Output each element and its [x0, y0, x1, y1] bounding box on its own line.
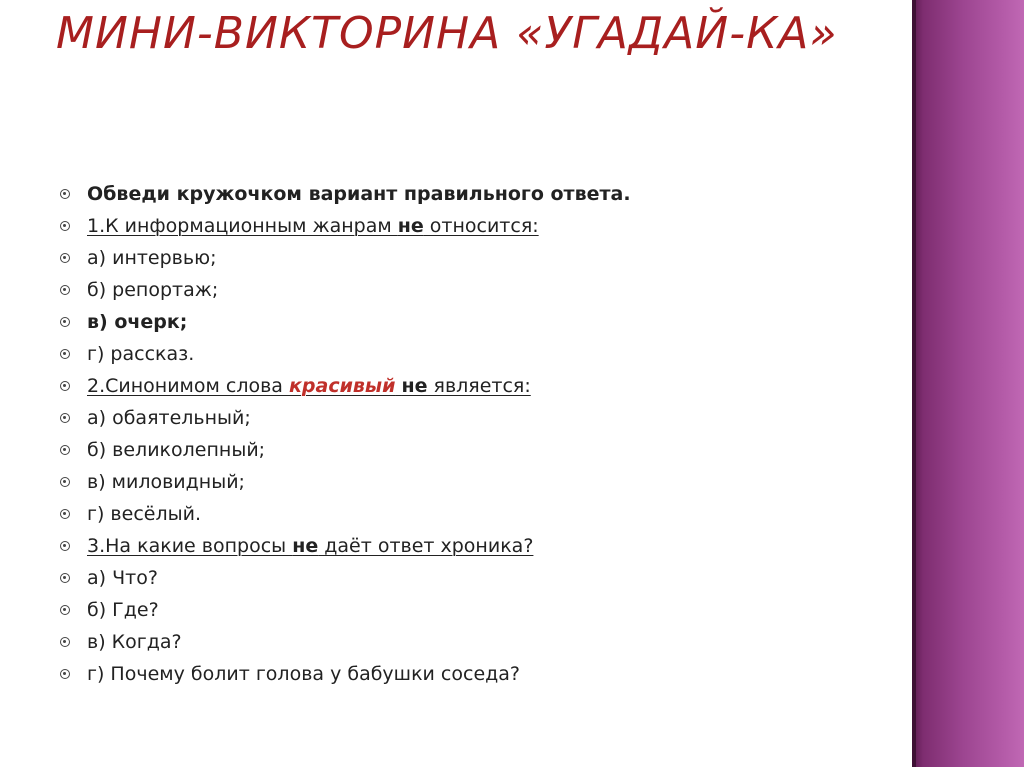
option-text: г) Почему болит голова у бабушки соседа?	[87, 663, 521, 685]
question-2-option-c	[58, 466, 898, 498]
option-text: г) весёлый.	[87, 503, 201, 525]
circle-bullet-icon	[60, 637, 70, 647]
question-3-prefix: 3.На какие вопросы	[87, 535, 293, 557]
circle-bullet-icon	[60, 509, 70, 519]
question-1-prefix: 1.К информационным жанрам	[87, 215, 398, 237]
circle-bullet-icon	[60, 317, 70, 327]
question-1	[58, 210, 898, 242]
question-2-option-d	[58, 498, 898, 530]
circle-bullet-icon	[60, 605, 70, 615]
question-3-option-b	[58, 594, 898, 626]
question-1-option-b	[58, 274, 898, 306]
side-band-edge	[912, 0, 916, 767]
question-2-suffix: является:	[427, 375, 531, 397]
circle-bullet-icon	[60, 349, 70, 359]
option-text: а) интервью;	[87, 247, 217, 269]
question-3-option-d	[58, 658, 898, 690]
question-2-option-a	[58, 402, 898, 434]
question-1-option-d	[58, 338, 898, 370]
circle-bullet-icon	[60, 477, 70, 487]
question-3-option-a	[58, 562, 898, 594]
circle-bullet-icon	[60, 445, 70, 455]
slide-title: МИНИ-ВИКТОРИНА «УГАДАЙ-КА»	[56, 8, 838, 59]
option-text: в) миловидный;	[87, 471, 245, 493]
option-text: а) обаятельный;	[87, 407, 251, 429]
question-2-option-b	[58, 434, 898, 466]
question-3-text	[87, 530, 533, 562]
option-text: а) Что?	[87, 567, 158, 589]
circle-bullet-icon	[60, 189, 70, 199]
question-1-emphasis: не	[397, 215, 424, 237]
question-3-option-c	[58, 626, 898, 658]
question-1-option-c	[58, 306, 898, 338]
instruction-text: Обведи кружочком вариант правильного ответа.	[87, 183, 631, 205]
decorative-side-band	[912, 0, 1024, 767]
circle-bullet-icon	[60, 669, 70, 679]
question-2-prefix: 2.Синонимом слова	[87, 375, 289, 397]
question-3	[58, 530, 898, 562]
circle-bullet-icon	[60, 413, 70, 423]
question-1-suffix: относится:	[423, 215, 539, 237]
option-text: б) великолепный;	[87, 439, 266, 461]
question-2-emphasis: не	[401, 375, 428, 397]
circle-bullet-icon	[60, 253, 70, 263]
quiz-list	[58, 178, 898, 690]
question-2	[58, 370, 898, 402]
question-1-text	[87, 210, 539, 242]
circle-bullet-icon	[60, 381, 70, 391]
option-text: б) репортаж;	[87, 279, 219, 301]
option-text: б) Где?	[87, 599, 159, 621]
question-2-text	[87, 370, 531, 402]
circle-bullet-icon	[60, 285, 70, 295]
question-1-option-a	[58, 242, 898, 274]
option-text: в) Когда?	[87, 631, 182, 653]
instruction-item	[58, 178, 898, 210]
question-2-highlight-word: красивый	[289, 375, 396, 397]
circle-bullet-icon	[60, 573, 70, 583]
option-text: г) рассказ.	[87, 343, 195, 365]
question-3-suffix: даёт ответ хроника?	[318, 535, 534, 557]
circle-bullet-icon	[60, 541, 70, 551]
question-3-emphasis: не	[292, 535, 319, 557]
option-text: в) очерк;	[87, 311, 188, 333]
circle-bullet-icon	[60, 221, 70, 231]
